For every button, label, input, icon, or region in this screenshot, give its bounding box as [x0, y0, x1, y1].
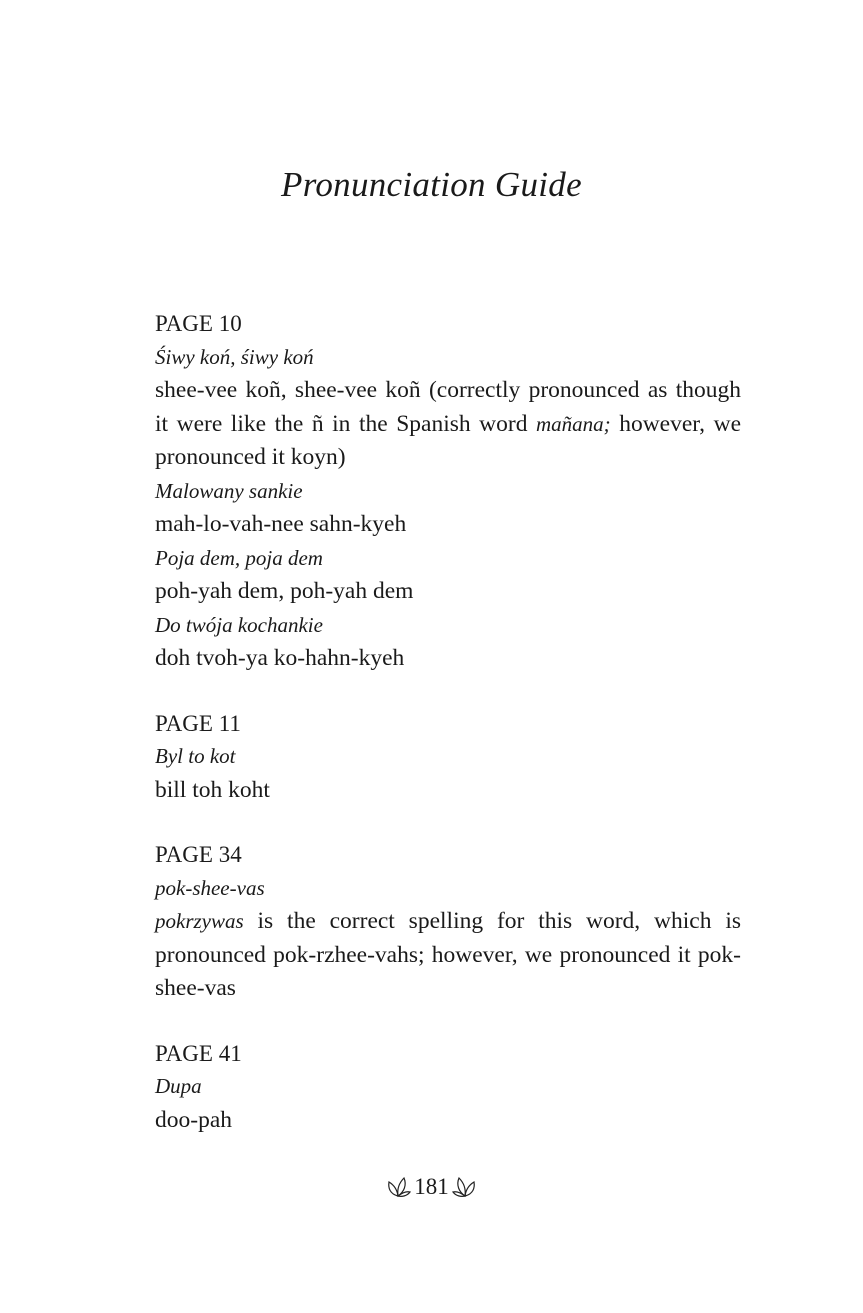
pronunciation-text: is the correct spelling for this word, which is pronounced pok-rzhee-vahs; however, we pronounced it pok-shee-vas	[155, 908, 741, 1001]
pronunciation-section	[155, 1037, 741, 1138]
foreign-term: pok-shee-vas	[155, 875, 265, 900]
foreign-term: Malowany sankie	[155, 478, 303, 503]
pronunciation-text: shee-vee koñ, shee-vee koñ (correctly pronounced as though it were like the ñ in the Spanish word	[155, 377, 741, 437]
pronunciation	[155, 905, 741, 1006]
pronunciation	[155, 1104, 741, 1138]
pronunciation-text: doo-pah	[155, 1106, 233, 1133]
italic-word: mañana;	[536, 411, 611, 436]
pronunciation-section	[155, 838, 741, 1006]
foreign-term: Poja dem, poja dem	[155, 545, 323, 570]
foreign-term: Do twója kochankie	[155, 612, 323, 637]
pronunciation	[155, 508, 741, 542]
page-label: PAGE 10	[155, 311, 242, 336]
pronunciation-section	[155, 307, 741, 676]
italic-word: pokrzywas	[155, 909, 244, 933]
leaf-ornament-right-icon	[452, 1176, 478, 1198]
page-label: PAGE 34	[155, 842, 242, 867]
pronunciation	[155, 374, 741, 475]
leaf-ornament-left-icon	[385, 1176, 411, 1198]
foreign-term: Byl to kot	[155, 744, 236, 768]
pronunciation-text: however, we pronounced it koyn)	[155, 410, 741, 470]
foreign-term: Śiwy koń, śiwy koń	[155, 344, 314, 369]
page-number: 181	[414, 1174, 449, 1199]
foreign-term: Dupa	[155, 1074, 202, 1098]
pronunciation-text: poh-yah dem, poh-yah dem	[155, 578, 414, 604]
page-label: PAGE 11	[155, 710, 241, 736]
pronunciation-section	[155, 707, 741, 808]
pronunciation-text: doh tvoh-ya ko-hahn-kyeh	[155, 645, 405, 671]
pronunciation-text: bill toh koht	[155, 776, 270, 803]
pronunciation	[155, 774, 741, 808]
pronunciation	[155, 642, 741, 676]
pronunciation-text: mah-lo-vah-nee sahn-kyeh	[155, 511, 407, 537]
page-label: PAGE 41	[155, 1040, 242, 1066]
page-title: Pronunciation Guide	[281, 165, 582, 204]
pronunciation-list	[155, 307, 741, 1168]
pronunciation	[155, 575, 741, 609]
page-footer	[0, 1174, 863, 1200]
